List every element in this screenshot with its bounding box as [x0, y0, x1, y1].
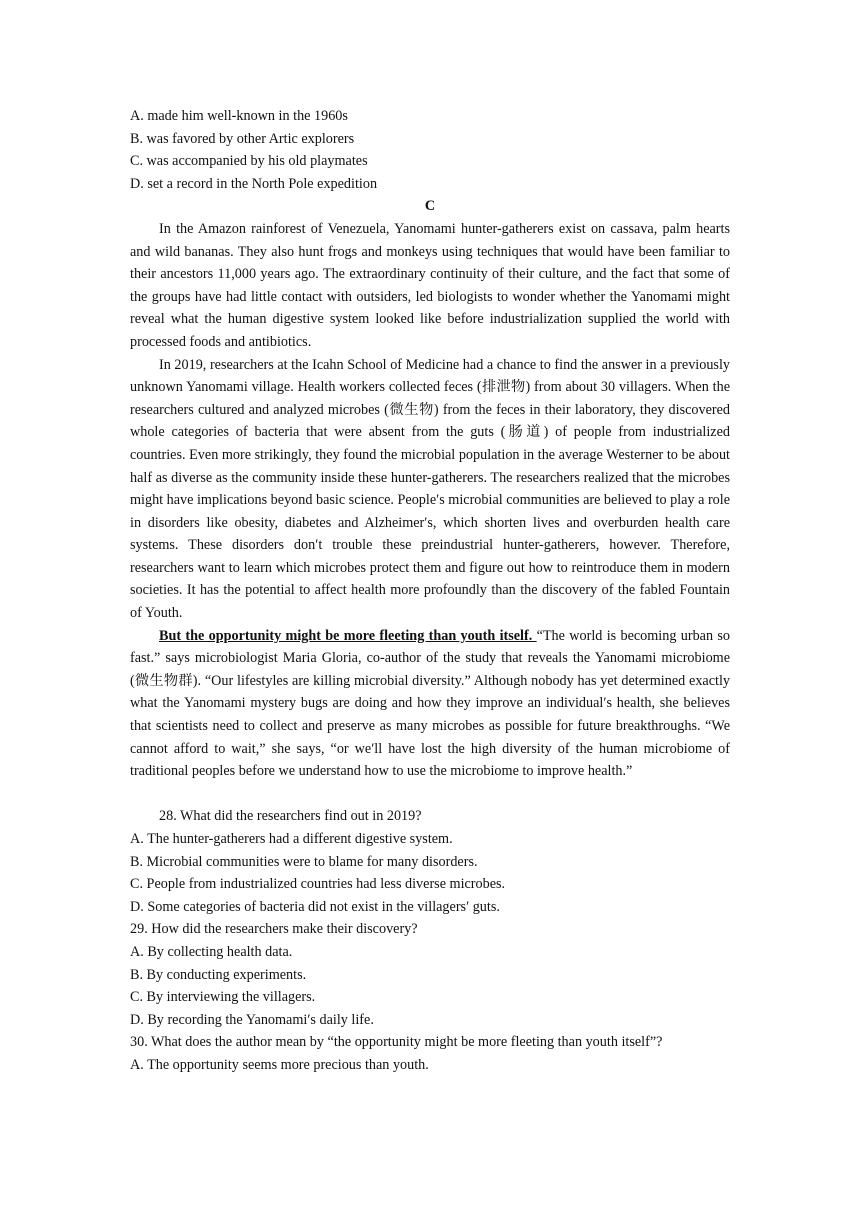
option-c: C. People from industrialized countries had less diverse microbes. [130, 876, 506, 893]
option-d: D. By recording the Yanomami′s daily life. [130, 1011, 374, 1028]
section-heading: C [424, 198, 436, 215]
question-29 [130, 918, 730, 1031]
option-d: D. Some categories of bacteria did not exist in the villagers′ guts. [130, 898, 500, 915]
question-stem: 29. How did the researchers make their discovery? [130, 921, 418, 938]
option-c: C. By interviewing the villagers. [130, 989, 316, 1006]
passage-paragraph-3 [130, 625, 730, 783]
option-a: A. made him well-known in the 1960s [130, 108, 348, 124]
question-stem: 30. What does the author mean by “the opportunity might be more fleeting than youth itself”? [130, 1034, 663, 1051]
option-b: B. Microbial communities were to blame for many disorders. [130, 853, 478, 870]
option-a: A. By collecting health data. [130, 943, 293, 960]
option-d: D. set a record in the North Pole expedition [130, 175, 378, 192]
question-stem: 28. What did the researchers find out in 2019? [159, 808, 422, 825]
passage-paragraph-2: In 2019, researchers at the Icahn School of Medicine had a chance to find the answer in a previously unknown Yanomami village. Health workers collected feces (排泄物) from about 30 villagers. When the researchers cultured and analyzed microbes (微生物) from the feces in their laboratory, they discovered whole categories of bacteria that were absent from the guts (肠道) of people from industrialized countries. Even more strikingly, they found the microbial population in the average Westerner to be about half as diverse as the community inside these hunter-gatherers. The researchers realized that the microbes might have implications beyond basic science. People′s microbial communities are believed to play a role in disorders like obesity, diabetes and Alzheimer′s, which shorten lives and overburden health care systems. These disorders don′t trouble these preindustrial hunter-gatherers, however. Therefore, researchers want to learn which microbes protect them and figure out how to reintroduce them in modern societies. It has the potential to affect health more profoundly than the discovery of the fabled Fountain of Youth. [130, 356, 730, 622]
option-b: B. By conducting experiments. [130, 966, 307, 983]
question-30 [130, 1031, 730, 1076]
document-page [130, 105, 730, 1077]
option-c: C. was accompanied by his old playmates [130, 153, 368, 170]
option-a: A. The hunter-gatherers had a different digestive system. [130, 831, 453, 847]
previous-question-options [130, 105, 730, 195]
paragraph-3-text: “The world is becoming urban so fast.” says microbiologist Maria Gloria, co-author of the study that reveals the Yanomami microbiome (微生物群). “Our lifestyles are killing microbial diversity.” Although nobody has yet determined exactly what the Yanomami mystery bugs are doing and how they improve an individual′s health, she believes that scientists need to collect and preserve as many microbes as possible for future breakthroughs. “We cannot afford to wait,” she says, “or we′ll have lost the high diversity of the human microbiome of traditional peoples before we understand how to use the microbiome to improve health.” [130, 627, 731, 780]
underlined-sentence: But the opportunity might be more fleeting than youth itself. [159, 627, 537, 644]
option-a: A. The opportunity seems more precious than youth. [130, 1056, 429, 1073]
question-28 [130, 805, 730, 918]
option-b: B. was favored by other Artic explorers [130, 130, 355, 147]
spacer [130, 783, 730, 806]
passage-paragraph-1: In the Amazon rainforest of Venezuela, Yanomami hunter-gatherers exist on cassava, palm hearts and wild bananas. They also hunt frogs and monkeys using techniques that would have been familiar to their ancestors 11,000 years ago. The extraordinary continuity of their culture, and the fact that some of the groups have had little contact with outsiders, led biologists to wonder whether the Yanomami might reveal what the human digestive system looked like before industrialization supplied the world with processed foods and antibiotics. [130, 220, 730, 350]
